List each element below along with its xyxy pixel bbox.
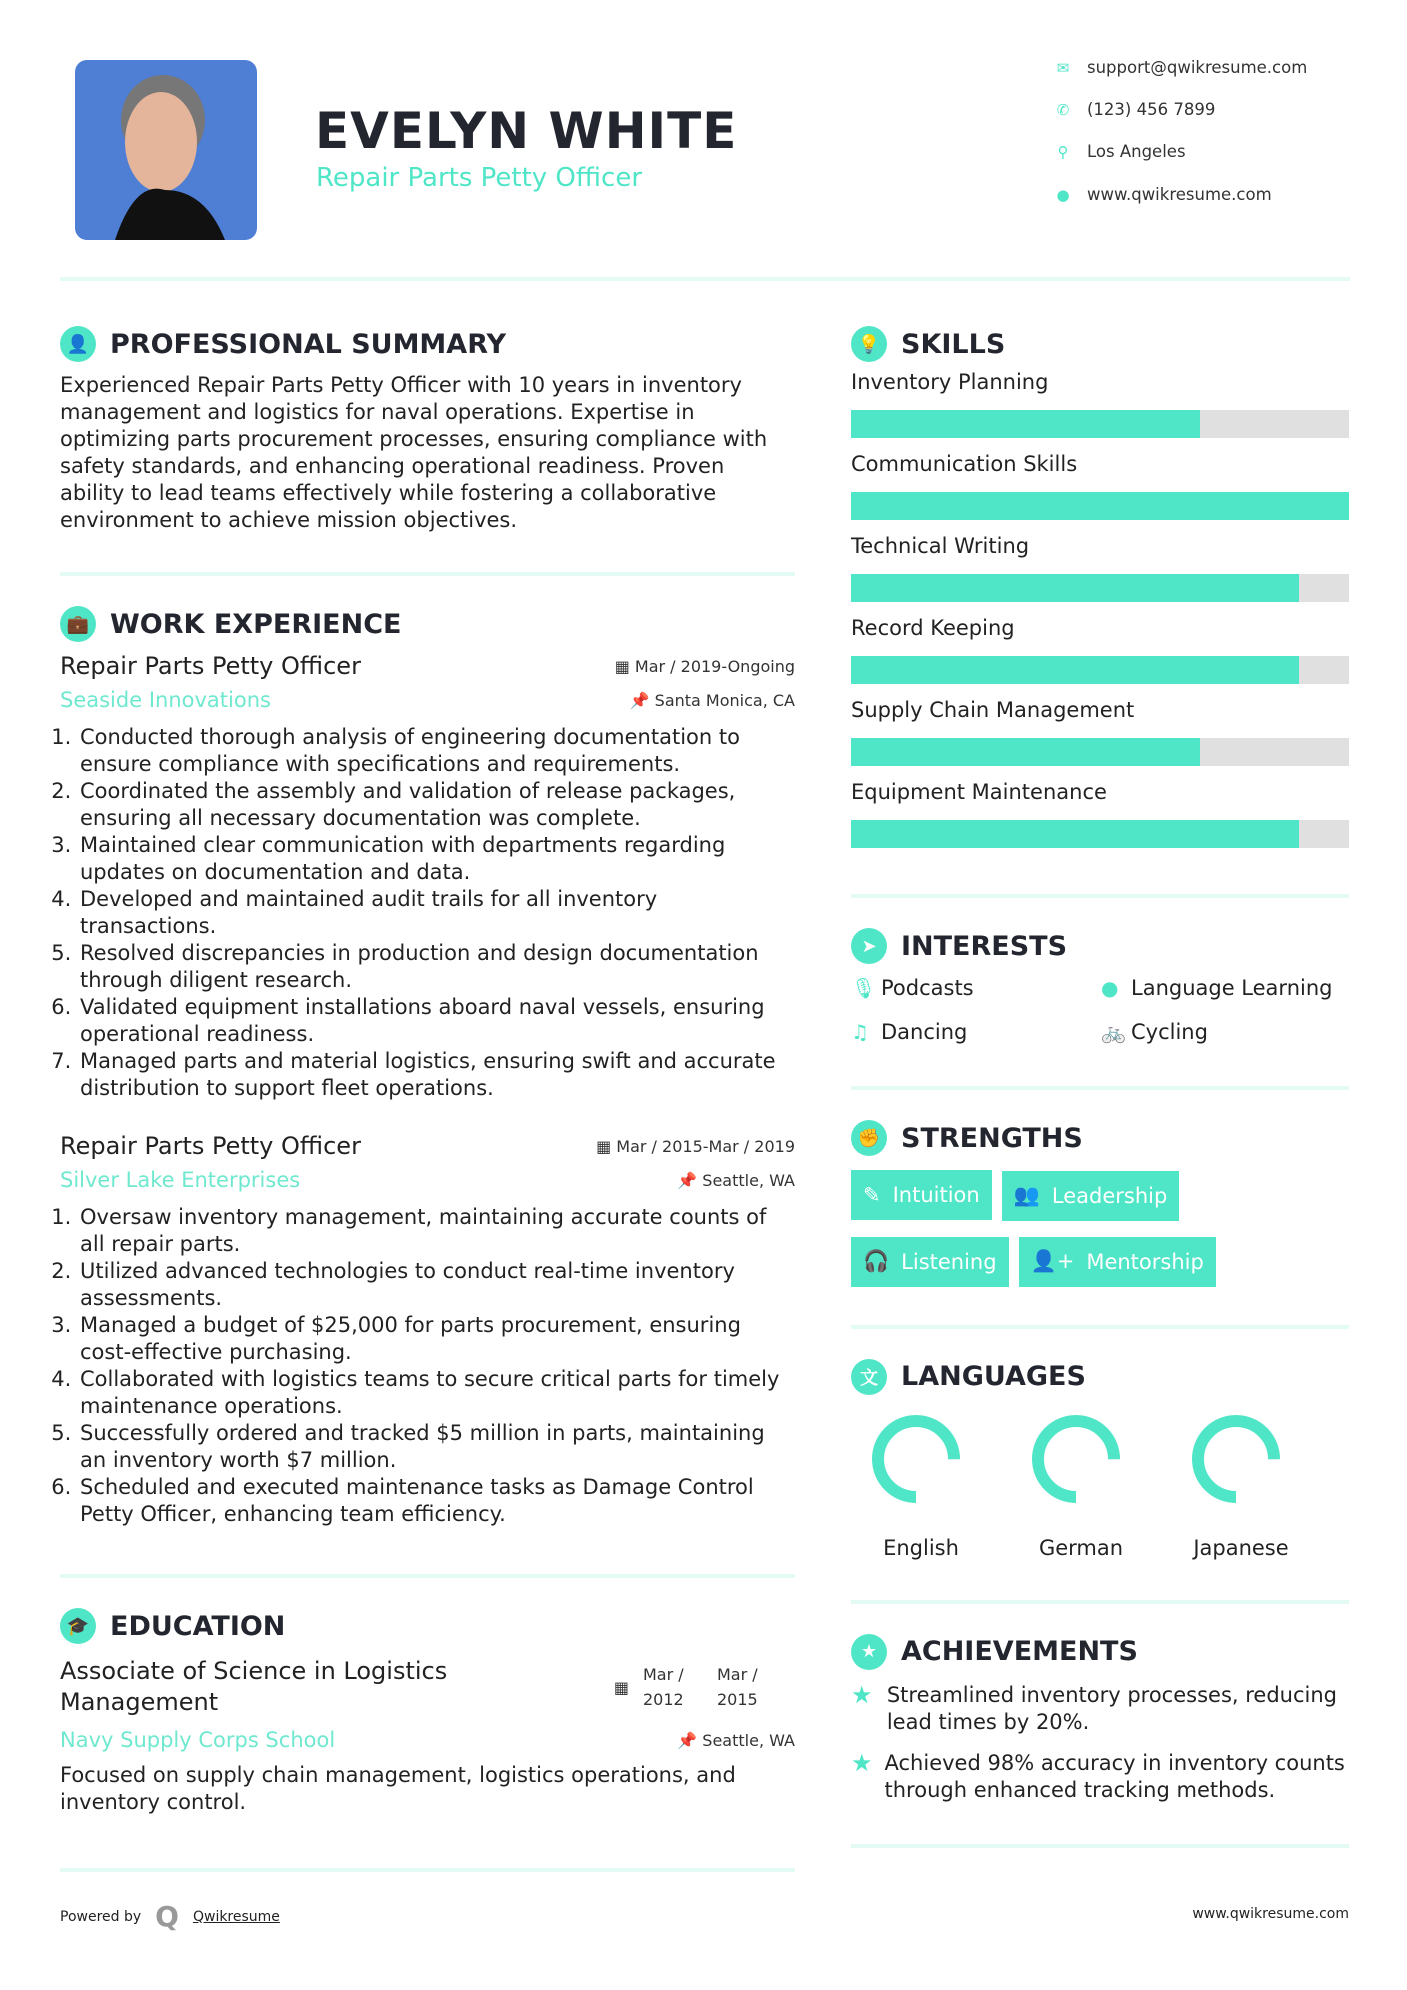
strengths-list <box>851 1170 1349 1287</box>
candidate-name: EVELYN WHITE <box>315 102 738 160</box>
achievement-item: ★ Streamlined inventory processes, reducing lead times by 20%. <box>851 1680 1337 1734</box>
pin-icon: 📌 <box>677 1730 703 1750</box>
bicycle-icon: 🚲 <box>1101 1020 1126 1044</box>
skills-heading: 💡 SKILLS <box>851 326 1349 362</box>
phone-icon: ✆ <box>1056 100 1070 119</box>
envelope-icon: ✉ <box>1056 58 1070 77</box>
skill-bar-fill <box>851 738 1200 766</box>
education-text: Focused on supply chain management, logistics operations, and inventory control. <box>60 1763 736 1814</box>
pin-icon: 📌 <box>629 690 655 710</box>
strengths-heading: ✊ STRENGTHS <box>851 1120 1349 1156</box>
language-ring <box>1186 1409 1286 1509</box>
briefcase-icon: 💼 <box>60 606 96 642</box>
language-item <box>1171 1409 1331 1560</box>
language-ring <box>1026 1409 1126 1509</box>
divider <box>851 894 1349 898</box>
user-plus-icon: 👤+ <box>1030 1249 1075 1273</box>
skill-bar-fill <box>851 410 1200 438</box>
divider <box>60 1868 795 1872</box>
skill-name: Record Keeping <box>851 616 1015 640</box>
calendar-icon: ▦ <box>614 656 635 676</box>
interest-item: ♫ Dancing <box>851 1020 968 1044</box>
skill-item <box>851 698 1349 766</box>
skill-bar <box>851 656 1349 684</box>
header-divider <box>60 277 1350 281</box>
bullet: 2. Utilized advanced technologies to conduct real-time inventory assessments. <box>78 1258 795 1312</box>
skill-item <box>851 534 1349 602</box>
company-name: Seaside Innovations <box>60 688 271 712</box>
skills-list <box>851 370 1349 848</box>
job-bullets <box>60 724 795 1102</box>
star-icon: ★ <box>851 1748 873 1777</box>
education-heading: 🎓 EDUCATION <box>60 1608 795 1644</box>
language-ring <box>866 1409 966 1509</box>
bullet: 5. Resolved discrepancies in production and design documentation through diligent research. <box>78 940 795 994</box>
users-icon: 👥 <box>1013 1183 1040 1207</box>
divider <box>851 1844 1349 1848</box>
globe-icon: ● <box>1101 976 1119 1000</box>
user-icon: 👤 <box>60 326 96 362</box>
map-pin-icon: ⚲ <box>1057 142 1069 161</box>
achievements-heading: ★ ACHIEVEMENTS <box>851 1634 1349 1670</box>
headphones-icon: 🎧 <box>863 1249 890 1273</box>
strength-tag: ✎ Intuition <box>851 1170 992 1220</box>
summary-heading: 👤 PROFESSIONAL SUMMARY <box>60 326 795 362</box>
contact-email[interactable]: ✉ support@qwikresume.com <box>1056 58 1308 77</box>
bullet: 3. Managed a budget of $25,000 for parts procurement, ensuring cost-effective purchasing. <box>78 1312 795 1366</box>
skill-name: Equipment Maintenance <box>851 780 1107 804</box>
strength-tag: 🎧 Listening <box>851 1237 1009 1287</box>
left-column <box>60 326 795 1528</box>
skill-name: Supply Chain Management <box>851 698 1135 722</box>
degree: Associate of Science in Logistics Management <box>60 1657 448 1716</box>
qwikresume-link[interactable]: Qwikresume <box>192 1908 280 1925</box>
job-location: 📌 Santa Monica, CA <box>629 690 795 710</box>
bullet: 6. Scheduled and executed maintenance tasks as Damage Control Petty Officer, enhancing team efficiency. <box>78 1474 795 1528</box>
bullet: 7. Managed parts and material logistics, ensuring swift and accurate distribution to support fleet operations. <box>78 1048 795 1102</box>
skill-bar-fill <box>851 820 1299 848</box>
bullet: 1. Conducted thorough analysis of engineering documentation to ensure compliance with specifications and requirements. <box>78 724 795 778</box>
language-item <box>1011 1409 1171 1560</box>
skill-bar <box>851 574 1349 602</box>
job-bullets <box>60 1204 795 1528</box>
company-name: Silver Lake Enterprises <box>60 1168 301 1192</box>
magic-wand-icon: ✎ <box>863 1183 881 1207</box>
bullet: 5. Successfully ordered and tracked $5 million in parts, maintaining an inventory worth $7 million. <box>78 1420 795 1474</box>
skill-item <box>851 370 1349 438</box>
contact-phone: ✆ (123) 456 7899 <box>1056 100 1216 119</box>
language-name: English <box>883 1535 959 1560</box>
strength-tag: 👥 Leadership <box>1002 1171 1180 1221</box>
job-entry <box>60 652 795 1102</box>
right-column <box>851 326 1349 1848</box>
education-section <box>60 1574 795 1872</box>
job-title: Repair Parts Petty Officer <box>60 1132 361 1160</box>
contact-website[interactable]: ● www.qwikresume.com <box>1056 185 1272 204</box>
job-entry <box>60 1132 795 1528</box>
divider <box>60 1574 795 1578</box>
languages-heading: 文 LANGUAGES <box>851 1359 1349 1395</box>
lightbulb-icon: 💡 <box>851 326 887 362</box>
interests-heading: ➤ INTERESTS <box>851 928 1349 964</box>
job-date: ▦ Mar / 2015-Mar / 2019 <box>596 1136 795 1156</box>
education-location: 📌 Seattle, WA <box>677 1730 795 1750</box>
interest-item: ● Language Learning <box>1101 976 1333 1000</box>
calendar-icon: ▦ <box>596 1136 617 1156</box>
star-icon: ★ <box>851 1680 873 1709</box>
bullet: 4. Collaborated with logistics teams to secure critical parts for timely maintenance operations. <box>78 1366 795 1420</box>
divider <box>851 1086 1349 1090</box>
calendar-icon: ▦ <box>613 1677 629 1697</box>
job-title: Repair Parts Petty Officer <box>60 652 361 680</box>
language-item <box>851 1409 1011 1560</box>
microphone-icon: 🎙 <box>851 976 877 1000</box>
qwikresume-logo-icon: Q <box>155 1900 179 1933</box>
profile-photo <box>75 60 257 240</box>
candidate-title: Repair Parts Petty Officer <box>316 163 643 193</box>
bullet: 1. Oversaw inventory management, maintaining accurate counts of all repair parts. <box>78 1204 795 1258</box>
globe-icon: ● <box>1056 185 1070 204</box>
achievement-item: ★ Achieved 98% accuracy in inventory counts through enhanced tracking methods. <box>851 1748 1345 1802</box>
skill-item <box>851 452 1349 520</box>
skill-bar <box>851 738 1349 766</box>
job-date: ▦ Mar / 2019-Ongoing <box>614 656 795 676</box>
star-badge-icon: ★ <box>851 1634 887 1670</box>
language-name: Japanese <box>1193 1535 1289 1560</box>
interest-item: 🚲 Cycling <box>1101 1020 1208 1044</box>
graduate-icon: 🎓 <box>60 1608 96 1644</box>
language-name: German <box>1038 1535 1124 1560</box>
bullet: 4. Developed and maintained audit trails for all inventory transactions. <box>78 886 795 940</box>
skill-bar <box>851 820 1349 848</box>
language-icon: 文 <box>851 1359 887 1395</box>
skill-name: Technical Writing <box>851 534 1030 558</box>
contact-location: ⚲ Los Angeles <box>1055 142 1186 161</box>
paper-plane-icon: ➤ <box>851 928 887 964</box>
bullet: 3. Maintained clear communication with departments regarding updates on documentation and data. <box>78 832 795 886</box>
divider <box>851 1325 1349 1329</box>
interests-list <box>851 976 1349 1044</box>
skill-bar-fill <box>851 656 1299 684</box>
education-dates: ▦ Mar / 2012 Mar / 2015 <box>613 1665 758 1709</box>
skill-bar-fill <box>851 574 1299 602</box>
footer-website[interactable]: www.qwikresume.com <box>1192 1906 1349 1922</box>
skill-bar <box>851 410 1349 438</box>
bullet: 6. Validated equipment installations aboard naval vessels, ensuring operational readiness. <box>78 994 795 1048</box>
music-icon: ♫ <box>851 1020 869 1044</box>
work-heading: 💼 WORK EXPERIENCE <box>60 606 795 642</box>
school-name: Navy Supply Corps School <box>60 1728 336 1752</box>
skill-name: Communication Skills <box>851 452 1078 476</box>
divider <box>60 572 795 576</box>
job-location: 📌 Seattle, WA <box>677 1170 795 1190</box>
pin-icon: 📌 <box>677 1170 703 1190</box>
footer-powered: Powered by Q Qwikresume <box>60 1900 280 1933</box>
fist-icon: ✊ <box>851 1120 887 1156</box>
skill-name: Inventory Planning <box>851 370 1049 394</box>
summary-text: Experienced Repair Parts Petty Officer with 10 years in inventory management and logistics for naval operations. Expertise in optimizing parts procurement processes, ensuring compliance with safety standards, and enhancing operational readiness. Proven ability to lead teams effectively while fostering a collaborative environment to achieve mission objectives. <box>60 373 768 532</box>
skill-item <box>851 616 1349 684</box>
languages-list <box>851 1409 1349 1560</box>
bullet: 2. Coordinated the assembly and validation of release packages, ensuring all necessary documentation was complete. <box>78 778 795 832</box>
skill-item <box>851 780 1349 848</box>
interest-item: 🎙 Podcasts <box>851 976 974 1000</box>
divider <box>851 1600 1349 1604</box>
strength-tag: 👤+ Mentorship <box>1019 1237 1216 1287</box>
skill-bar-fill <box>851 492 1349 520</box>
skill-bar <box>851 492 1349 520</box>
